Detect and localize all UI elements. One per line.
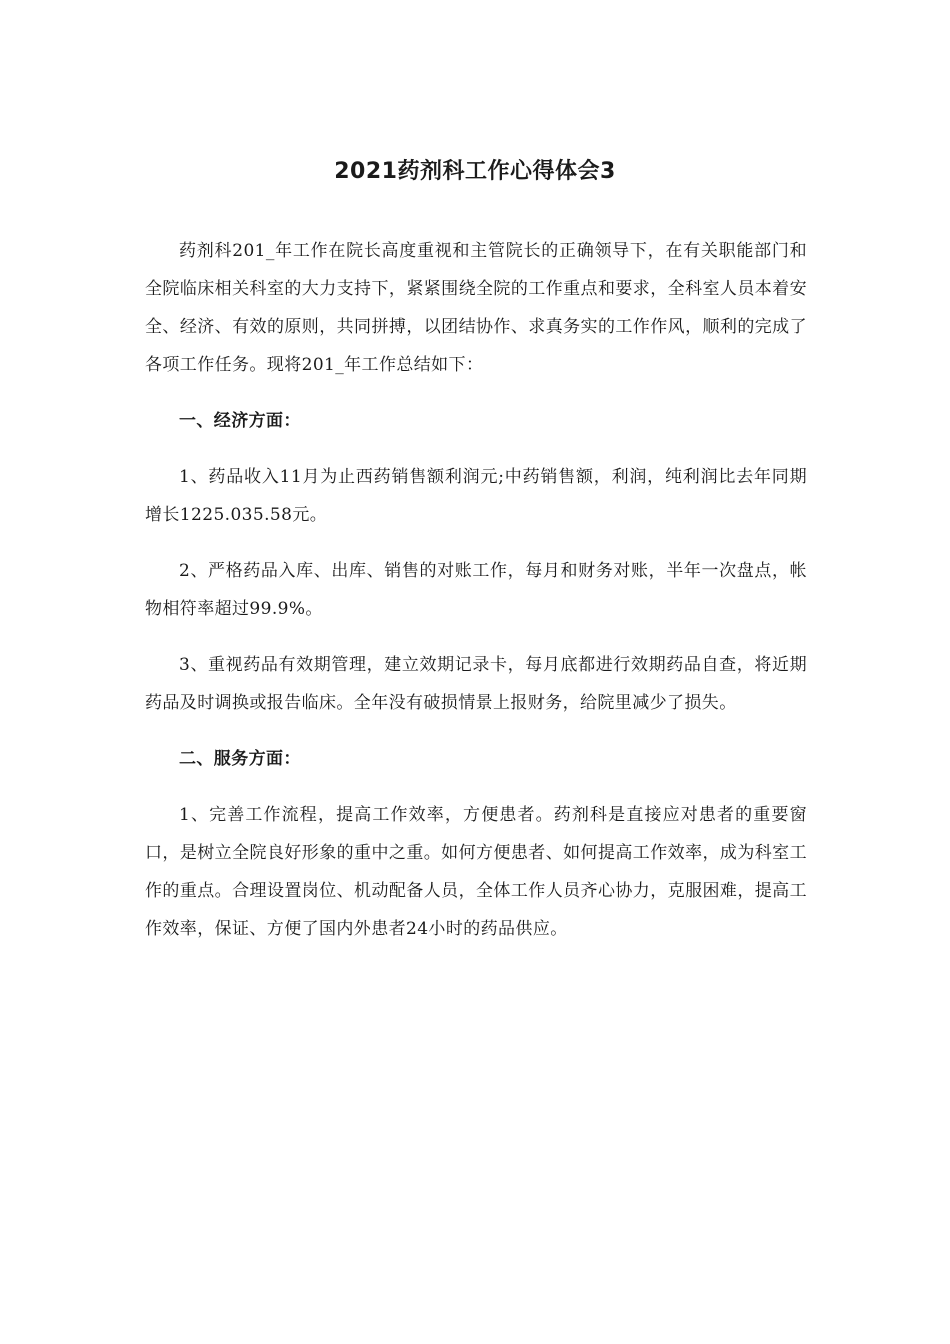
service-item-1: 1、完善工作流程，提高工作效率，方便患者。药剂科是直接应对患者的重要窗口，是树立全院良好形象的重中之重。如何方便患者、如何提高工作效率，成为科室工作的重点。合理设置岗位、机动配备人员，全体工作人员齐心协力，克服困难，提高工作效率，保证、方便了国内外患者24小时的药品供应。 xyxy=(145,805,807,939)
document-title: 2021药剂科工作心得体会3 xyxy=(334,159,616,184)
document-body xyxy=(145,232,807,966)
economy-item-2: 2、严格药品入库、出库、销售的对账工作，每月和财务对账，半年一次盘点，帐物相符率超过99.9%。 xyxy=(145,561,807,619)
section-heading-service: 二、服务方面： xyxy=(179,749,301,769)
section-heading-economy: 一、经济方面： xyxy=(179,411,301,431)
intro-paragraph: 药剂科201_年工作在院长高度重视和主管院长的正确领导下，在有关职能部门和全院临床相关科室的大力支持下，紧紧围绕全院的工作重点和要求，全科室人员本着安全、经济、有效的原则，共同拼搏，以团结协作、求真务实的工作作风，顺利的完成了各项工作任务。现将201_年工作总结如下： xyxy=(145,241,807,375)
economy-item-1: 1、药品收入11月为止西药销售额利润元;中药销售额，利润，纯利润比去年同期增长1225.035.58元。 xyxy=(145,467,807,525)
economy-item-3: 3、重视药品有效期管理，建立效期记录卡，每月底都进行效期药品自查，将近期药品及时调换或报告临床。全年没有破损情景上报财务，给院里减少了损失。 xyxy=(145,655,807,713)
